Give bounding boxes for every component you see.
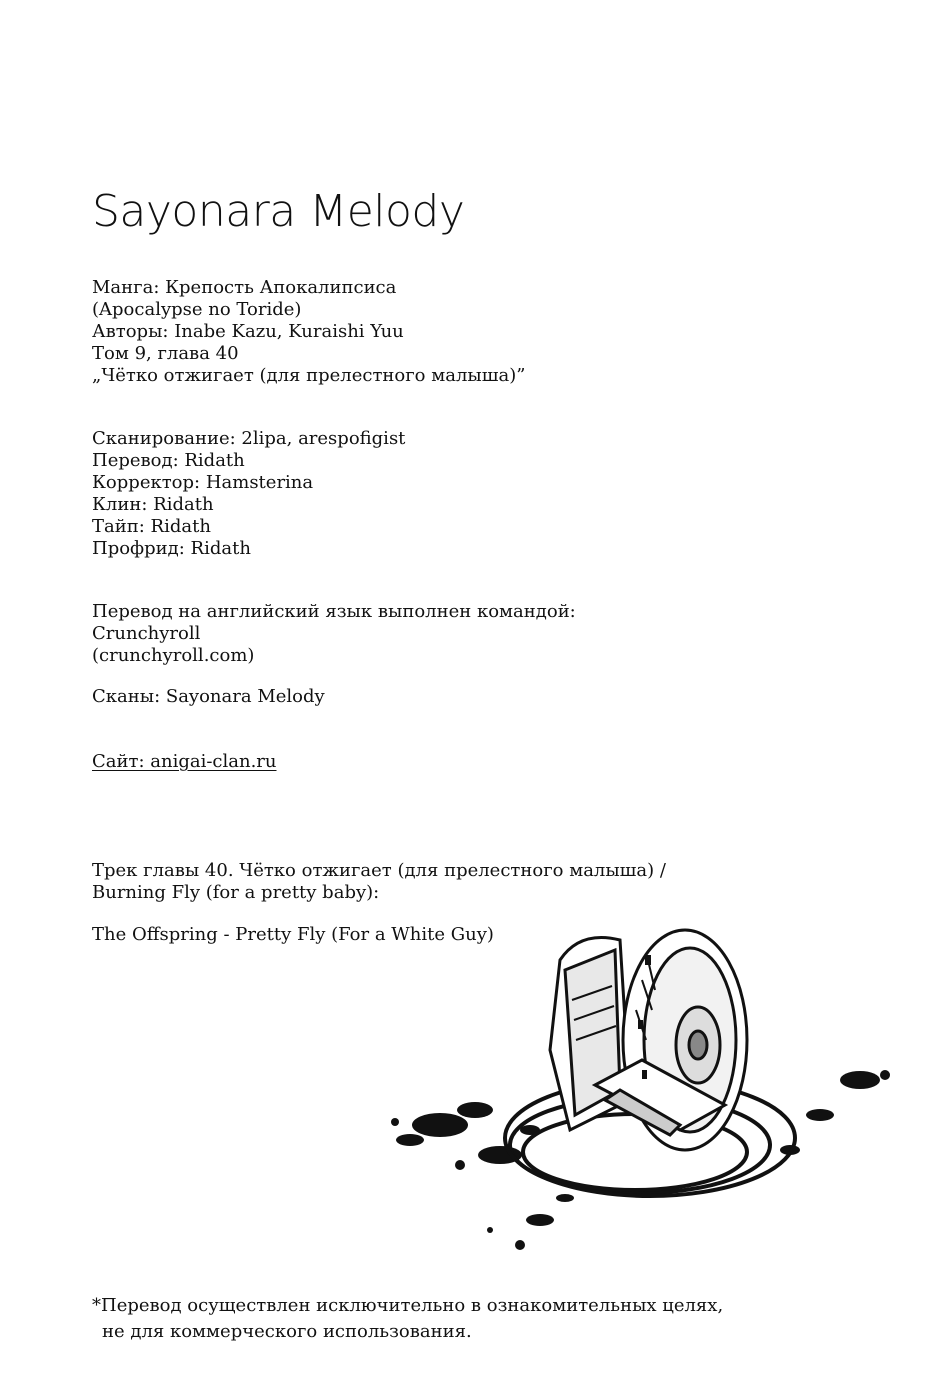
track-line: Burning Fly (for a pretty baby): [92,882,380,903]
info-line: Том 9, глава 40 [92,343,239,364]
credits-list [92,428,405,560]
info-line: Манга: Крепость Апокалипсиса [92,277,397,298]
credit-line: Клин: Ridath [92,494,214,515]
scans-credit: Сканы: Sayonara Melody [92,686,325,707]
disclaimer-line-1: *Перевод осуществлен исключительно в ознакомительных целях, [92,1295,724,1316]
page-title: Sayonara Melody [92,186,465,237]
circular-saw-illustration [380,900,900,1260]
track-line: Трек главы 40. Чётко отжигает (для прелестного малыша) / [92,860,666,881]
english-translation-line: Crunchyroll [92,623,201,644]
disclaimer [92,1293,723,1345]
manga-info [92,277,525,387]
site-line [92,751,277,773]
credit-line: Профрид: Ridath [92,538,251,559]
credit-line: Тайп: Ridath [92,516,211,537]
disclaimer-line-2: не для коммерческого использования. [102,1321,472,1342]
site-link[interactable]: Сайт: anigai-clan.ru [92,751,277,772]
info-line: „Чётко отжигает (для прелестного малыша)” [92,365,526,386]
credit-line: Сканирование: 2lipa, arespofigist [92,428,406,449]
song-title: The Offspring - Pretty Fly (For a White Guy) [92,924,494,945]
info-line: Авторы: Inabe Kazu, Kuraishi Yuu [92,321,404,342]
credit-line: Перевод: Ridath [92,450,245,471]
english-translation-line: (crunchyroll.com) [92,645,255,666]
credit-line: Корректор: Hamsterina [92,472,314,493]
info-line: (Apocalypse no Toride) [92,299,302,320]
english-translation-note [92,601,576,667]
chapter-track [92,860,666,904]
english-translation-line: Перевод на английский язык выполнен командой: [92,601,576,622]
